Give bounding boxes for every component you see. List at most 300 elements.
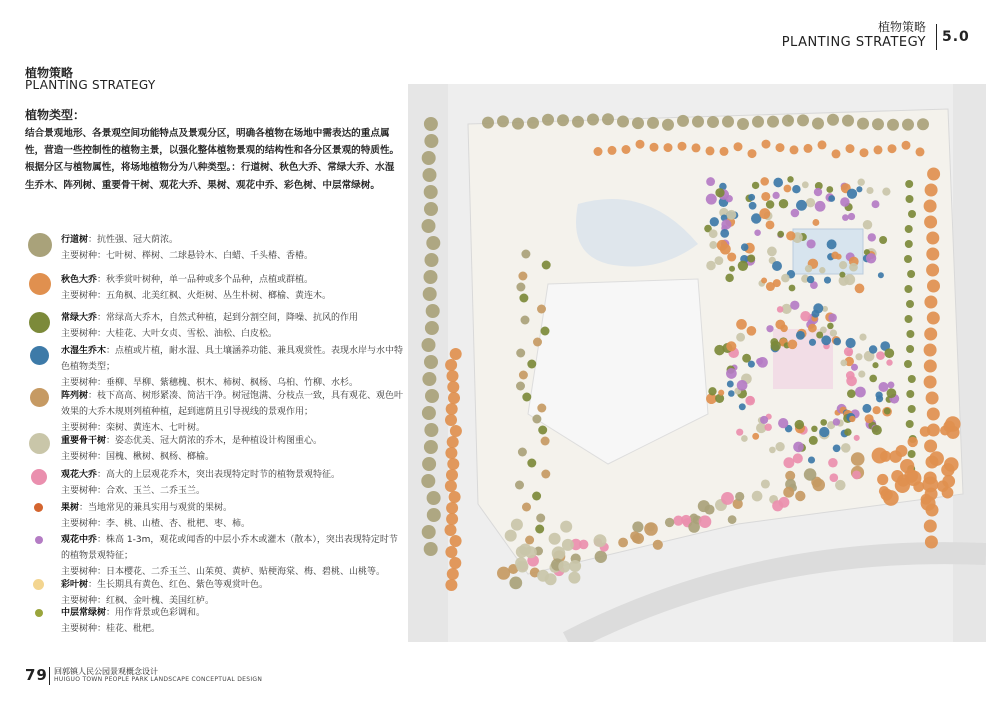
tree-marker xyxy=(877,474,888,485)
tree-marker xyxy=(878,272,884,278)
tree-marker xyxy=(905,225,913,233)
tree-marker xyxy=(560,521,572,533)
tree-marker xyxy=(516,561,528,573)
page-title-en: PLANTING STRATEGY xyxy=(25,78,156,92)
tree-marker xyxy=(521,316,530,325)
autumn-tree-swatch-icon xyxy=(29,273,51,295)
tree-marker xyxy=(664,143,673,152)
header-title-en: PLANTING STRATEGY xyxy=(781,35,926,50)
tree-marker xyxy=(869,345,877,353)
tree-marker xyxy=(720,147,729,156)
tree-marker xyxy=(804,144,813,153)
legend-desc: ：高大的上层观花乔木，突出表现特定时节的植物景观特征。 xyxy=(97,470,341,480)
tree-marker xyxy=(795,420,804,429)
footer-project-en: HUIGUO TOWN PEOPLE PARK LANDSCAPE CONCEPTUAL DESIGN xyxy=(54,676,263,683)
tree-marker xyxy=(780,325,788,333)
tree-marker xyxy=(715,256,724,265)
tree-marker xyxy=(699,515,712,528)
tree-marker xyxy=(424,185,438,199)
tree-marker xyxy=(450,535,462,547)
tree-marker xyxy=(802,181,809,188)
tree-marker xyxy=(868,233,876,241)
tree-marker xyxy=(549,533,561,545)
tree-marker xyxy=(422,151,436,165)
tree-marker xyxy=(781,274,790,283)
tree-marker xyxy=(925,536,938,549)
tree-marker xyxy=(790,301,799,310)
tree-marker xyxy=(421,474,435,488)
tree-marker xyxy=(558,561,570,573)
tree-marker xyxy=(446,513,458,525)
tree-marker xyxy=(764,423,771,430)
tree-marker xyxy=(827,323,834,330)
legend-desc: ：秋季赏叶树种，单一品种或多个品种，点植或群植。 xyxy=(97,275,314,285)
tree-marker xyxy=(944,457,959,472)
tree-marker xyxy=(833,444,841,452)
tree-marker xyxy=(739,403,746,410)
legend-desc: ：点植或片植，耐水湿、具土壤涵养功能、兼具观赏性。表现水岸与水中特色植物类型； xyxy=(61,346,404,372)
tree-marker xyxy=(840,360,847,367)
tree-marker xyxy=(449,557,461,569)
tree-marker xyxy=(876,395,883,402)
tree-marker xyxy=(772,192,779,199)
tree-marker xyxy=(772,261,782,271)
tree-marker xyxy=(747,326,757,336)
tree-marker xyxy=(424,423,438,437)
tree-marker xyxy=(844,428,851,435)
tree-marker xyxy=(766,282,775,291)
tree-marker xyxy=(849,416,855,422)
tree-marker xyxy=(665,518,674,527)
tree-marker xyxy=(847,189,857,199)
tree-marker xyxy=(830,329,837,336)
tree-marker xyxy=(782,115,794,127)
tree-marker xyxy=(536,514,545,523)
tree-marker xyxy=(846,144,855,153)
tree-marker xyxy=(738,261,748,271)
tree-marker xyxy=(777,306,784,313)
legend-main: 主要树种：五角枫、北美红枫、火炬树、丛生朴树、榔榆、黄连木。 xyxy=(61,291,332,301)
tree-marker xyxy=(786,231,795,240)
tree-marker xyxy=(904,360,912,368)
tree-marker xyxy=(709,241,717,249)
tree-marker xyxy=(422,372,436,386)
tree-marker xyxy=(833,418,840,425)
tree-marker xyxy=(721,492,734,505)
tree-marker xyxy=(426,304,440,318)
tree-marker xyxy=(872,425,882,435)
tree-marker xyxy=(537,404,546,413)
tree-marker xyxy=(535,525,544,534)
tree-marker xyxy=(736,429,743,436)
tree-marker xyxy=(812,118,824,130)
tree-marker xyxy=(424,542,438,556)
tree-marker xyxy=(622,145,631,154)
tree-marker xyxy=(446,502,458,514)
legend-desc: ：用作背景或色彩调和。 xyxy=(106,608,206,618)
tree-marker xyxy=(926,392,939,405)
legend-name: 观花大乔 xyxy=(61,470,98,480)
tree-marker xyxy=(827,239,837,249)
tree-marker xyxy=(445,524,457,536)
color-leaf-swatch-icon xyxy=(33,579,44,590)
tree-marker xyxy=(720,229,729,238)
tree-marker xyxy=(879,236,887,244)
tree-marker xyxy=(762,140,771,149)
legend-desc: ：姿态优美、冠大荫浓的乔木，是种植设计构图重心。 xyxy=(106,436,323,446)
tree-marker xyxy=(752,491,763,502)
tree-marker xyxy=(769,447,776,454)
tree-marker xyxy=(857,118,869,130)
tree-marker xyxy=(516,283,525,292)
tree-marker xyxy=(787,176,793,182)
tree-marker xyxy=(858,179,865,186)
tree-marker xyxy=(832,149,841,158)
legend-name: 阵列树 xyxy=(61,391,89,401)
array-tree-swatch-icon xyxy=(30,388,49,407)
tree-marker xyxy=(727,381,734,388)
tree-marker xyxy=(804,468,817,481)
tree-marker xyxy=(924,344,937,357)
tree-marker xyxy=(793,442,804,453)
tree-marker xyxy=(447,458,459,470)
tree-marker xyxy=(422,219,436,233)
tree-marker xyxy=(447,436,459,448)
tree-marker xyxy=(760,416,768,424)
tree-marker xyxy=(515,481,524,490)
tree-marker xyxy=(562,539,574,551)
tree-marker xyxy=(726,195,733,202)
tree-marker xyxy=(521,250,530,259)
tree-marker xyxy=(706,261,716,271)
tree-marker xyxy=(872,118,884,130)
tree-marker xyxy=(855,387,866,398)
tree-marker xyxy=(812,479,825,492)
page-title-cn: 植物策略 xyxy=(25,66,74,80)
tree-marker xyxy=(773,178,783,188)
tree-marker xyxy=(722,116,734,128)
tree-marker xyxy=(872,362,878,368)
tree-marker xyxy=(908,405,916,413)
tree-marker xyxy=(920,426,931,437)
tree-marker xyxy=(706,177,715,186)
tree-marker xyxy=(793,453,803,463)
tree-marker xyxy=(425,253,439,267)
mid-evergreen-swatch-icon xyxy=(35,609,43,617)
tree-marker xyxy=(882,187,890,195)
tree-marker xyxy=(594,534,607,547)
tree-marker xyxy=(848,213,855,220)
tree-marker xyxy=(422,406,436,420)
tree-marker xyxy=(905,180,913,188)
tree-marker xyxy=(748,194,755,201)
legend-main: 主要树种：大桂花、大叶女贞、雪松、油松、白皮松。 xyxy=(61,329,278,339)
tree-marker xyxy=(807,239,816,248)
tree-marker xyxy=(725,274,733,282)
tree-marker xyxy=(862,404,871,413)
tree-marker xyxy=(860,148,869,157)
tree-marker xyxy=(904,255,912,263)
tree-marker xyxy=(841,443,851,453)
legend-main: 主要树种：栾树、黄连木、七叶树。 xyxy=(61,423,206,433)
tree-marker xyxy=(538,426,547,435)
tree-marker xyxy=(833,338,841,346)
tree-marker xyxy=(519,294,528,303)
tree-marker xyxy=(924,328,937,341)
tree-marker xyxy=(728,390,735,397)
tree-marker xyxy=(424,440,438,454)
legend-name: 彩叶树 xyxy=(61,580,89,590)
tree-marker xyxy=(445,579,457,591)
tree-marker xyxy=(819,267,825,273)
tree-marker xyxy=(775,442,784,451)
flowering-large-swatch-icon xyxy=(31,469,47,485)
tree-marker xyxy=(828,458,838,468)
tree-marker xyxy=(727,252,736,261)
tree-marker xyxy=(569,560,581,572)
tree-marker xyxy=(568,572,580,584)
tree-marker xyxy=(726,341,736,351)
tree-marker xyxy=(940,425,950,435)
tree-marker xyxy=(852,470,861,479)
legend-main: 主要树种：日本樱花、二乔玉兰、山茱萸、黄栌、贴梗海棠、梅、碧桃、山桃等。 xyxy=(61,567,386,577)
tree-marker xyxy=(927,168,940,181)
tree-marker xyxy=(736,333,745,342)
tree-marker xyxy=(511,519,523,531)
tree-marker xyxy=(748,149,757,158)
tree-marker xyxy=(424,134,438,148)
tree-marker xyxy=(922,476,938,492)
tree-marker xyxy=(516,349,525,358)
tree-marker xyxy=(445,546,457,558)
tree-marker xyxy=(632,521,643,532)
tree-marker xyxy=(917,118,929,130)
legend-main: 主要树种：合欢、玉兰、二乔玉兰。 xyxy=(61,486,206,496)
tree-marker xyxy=(541,470,550,479)
tree-marker xyxy=(737,380,748,391)
tree-marker xyxy=(808,456,815,463)
tree-marker xyxy=(865,414,874,423)
tree-marker xyxy=(767,247,777,257)
tree-marker xyxy=(445,359,457,371)
tree-marker xyxy=(608,146,617,155)
tree-marker xyxy=(896,445,908,457)
tree-marker xyxy=(924,376,937,389)
tree-marker xyxy=(814,188,822,196)
tree-marker xyxy=(447,381,459,393)
tree-marker xyxy=(927,280,940,293)
tree-marker xyxy=(778,418,788,428)
tree-marker xyxy=(448,392,460,404)
tree-marker xyxy=(737,118,749,130)
tree-marker xyxy=(908,210,916,218)
tree-marker xyxy=(446,403,458,415)
tree-marker xyxy=(827,114,839,126)
tree-marker xyxy=(519,371,528,380)
legend-name: 中层常绿树 xyxy=(61,608,107,618)
tree-marker xyxy=(796,200,807,211)
tree-marker xyxy=(692,143,701,152)
tree-marker xyxy=(709,229,718,238)
tree-marker xyxy=(650,143,659,152)
tree-marker xyxy=(854,435,860,441)
footer-project-cn: 回郭镇人民公园景观概念设计 xyxy=(54,667,158,676)
tree-marker xyxy=(512,118,524,130)
tree-marker xyxy=(821,335,831,345)
tree-marker xyxy=(776,143,785,152)
tree-marker xyxy=(760,177,769,186)
tree-marker xyxy=(818,140,827,149)
tree-marker xyxy=(706,194,717,205)
tree-marker xyxy=(759,208,770,219)
tree-marker xyxy=(904,285,912,293)
tree-marker xyxy=(632,117,644,129)
tree-marker xyxy=(662,119,674,131)
legend-name: 果树 xyxy=(61,503,80,513)
tree-marker xyxy=(811,426,817,432)
tree-marker xyxy=(905,240,913,248)
evergreen-tree-swatch-icon xyxy=(29,312,50,333)
legend-main: 主要树种：垂柳、旱柳、紫穗槐、枳木、柿树、枫杨、乌桕、竹柳、水杉。 xyxy=(61,378,359,388)
tree-marker xyxy=(767,116,779,128)
tree-marker xyxy=(878,382,888,392)
tree-marker xyxy=(449,491,461,503)
tree-marker xyxy=(594,147,603,156)
tree-marker xyxy=(789,285,796,292)
tree-marker xyxy=(795,491,805,501)
tree-marker xyxy=(828,195,835,202)
tree-marker xyxy=(820,419,827,426)
tree-marker xyxy=(756,358,763,365)
tree-marker xyxy=(518,272,527,281)
tree-marker xyxy=(808,324,817,333)
tree-marker xyxy=(924,216,937,229)
tree-marker xyxy=(761,479,770,488)
tree-marker xyxy=(858,371,865,378)
tree-marker xyxy=(908,375,916,383)
tree-marker xyxy=(902,141,911,150)
header-title-block xyxy=(782,20,926,51)
tree-marker xyxy=(846,376,857,387)
tree-marker xyxy=(779,199,788,208)
fruit-tree-swatch-icon xyxy=(34,503,43,512)
tree-marker xyxy=(806,198,815,207)
tree-marker xyxy=(851,452,865,466)
tree-marker xyxy=(812,219,819,226)
tree-marker xyxy=(796,331,805,340)
tree-marker xyxy=(630,531,640,541)
tree-marker xyxy=(532,492,541,501)
tree-marker xyxy=(839,272,845,278)
tree-marker xyxy=(516,382,525,391)
tree-marker xyxy=(726,368,737,379)
tree-marker xyxy=(869,375,877,383)
tree-marker xyxy=(752,182,759,189)
legend-main: 主要树种：李、桃、山楂、杏、枇杷、枣、柿。 xyxy=(61,519,251,529)
tree-marker xyxy=(805,265,812,272)
tree-marker xyxy=(925,184,938,197)
tree-marker xyxy=(916,147,925,156)
tree-marker xyxy=(926,264,939,277)
tree-marker xyxy=(905,315,913,323)
types-heading: 植物类型： xyxy=(25,108,86,122)
tree-marker xyxy=(518,448,527,457)
tree-marker xyxy=(527,360,536,369)
tree-marker xyxy=(866,187,873,194)
tree-marker xyxy=(826,186,833,193)
tree-marker xyxy=(907,437,917,447)
tree-marker xyxy=(505,530,517,542)
tree-marker xyxy=(784,185,792,193)
tree-marker xyxy=(876,351,885,360)
tree-marker xyxy=(422,457,436,471)
tree-marker xyxy=(741,243,749,251)
tree-marker xyxy=(533,338,542,347)
tree-marker xyxy=(542,261,551,270)
tree-marker xyxy=(866,253,876,263)
tree-marker xyxy=(771,341,781,351)
tree-marker xyxy=(425,321,439,335)
tree-marker xyxy=(792,185,800,193)
tree-marker xyxy=(644,522,658,536)
tree-marker xyxy=(902,119,914,131)
tree-marker xyxy=(815,201,826,212)
legend-name: 水湿生乔木 xyxy=(61,346,107,356)
tree-marker xyxy=(924,360,937,373)
tree-marker xyxy=(572,116,584,128)
legend-name: 常绿大乔 xyxy=(61,313,98,323)
tree-marker xyxy=(809,436,818,445)
tree-marker xyxy=(929,451,944,466)
footer-divider xyxy=(49,667,50,685)
tree-marker xyxy=(906,330,914,338)
tree-marker xyxy=(595,551,607,563)
tree-marker xyxy=(445,414,457,426)
tree-marker xyxy=(447,370,459,382)
tree-marker xyxy=(840,197,850,207)
legend-name: 观花中乔 xyxy=(61,535,98,545)
legend-main: 主要树种：七叶树、榉树、二球悬铃木、白蜡、千头椿、香椿。 xyxy=(61,251,314,261)
tree-marker xyxy=(766,200,774,208)
tree-marker xyxy=(824,277,831,284)
tree-marker xyxy=(425,389,439,403)
section-number: 5.0 xyxy=(942,29,970,45)
tree-marker xyxy=(752,433,759,440)
tree-marker xyxy=(541,437,550,446)
tree-marker xyxy=(497,115,509,127)
tree-marker xyxy=(527,459,536,468)
legend-desc: ：枝下高高、树形紧凑、简洁干净。树冠饱满、分枝点一致，具有观花、观色叶效果的大乔木规则列植种植，起到遮荫且引导视线的景观作用； xyxy=(61,391,404,417)
tree-marker xyxy=(906,345,914,353)
tree-marker xyxy=(874,145,883,154)
tree-marker xyxy=(906,390,914,398)
legend-name: 行道树 xyxy=(61,235,89,245)
tree-marker xyxy=(880,451,891,462)
tree-marker xyxy=(450,348,462,360)
tree-marker xyxy=(745,396,755,406)
tree-marker xyxy=(913,481,924,492)
tree-marker xyxy=(557,114,569,126)
tree-marker xyxy=(886,359,892,365)
legend-main: 主要树种：国槐、楸树、枫杨、榔榆。 xyxy=(61,452,215,462)
tree-marker xyxy=(847,389,856,398)
tree-marker xyxy=(835,480,846,491)
legend-desc: ：抗性强、冠大荫浓。 xyxy=(88,235,179,245)
tree-marker xyxy=(736,319,747,330)
header-divider xyxy=(936,24,937,50)
tree-marker xyxy=(888,144,897,153)
tree-marker xyxy=(859,334,866,341)
